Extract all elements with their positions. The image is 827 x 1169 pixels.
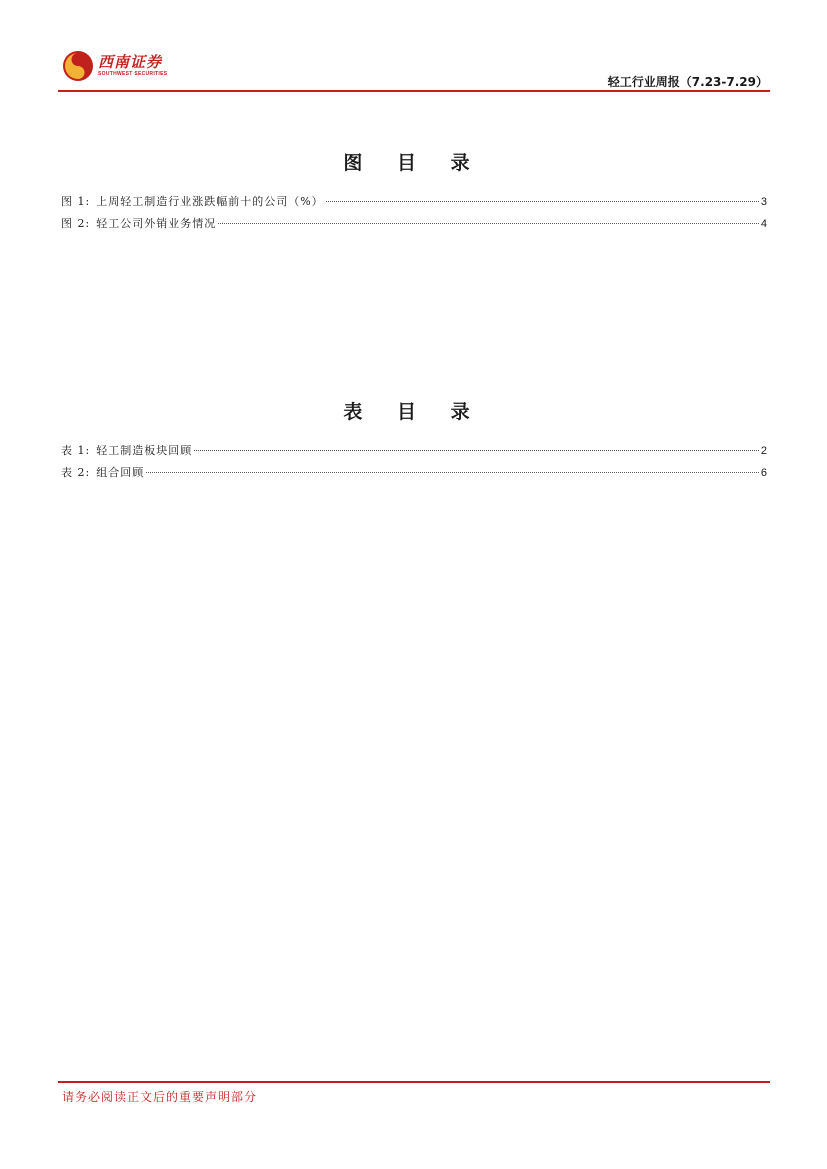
toc-entry-label: 图 1: (61, 195, 91, 208)
page-header (58, 48, 770, 92)
toc-entry-text: 轻工制造板块回顾 (96, 444, 193, 457)
toc-dot-leader (218, 223, 759, 224)
tables-toc-title: 表 目 录 (343, 401, 484, 423)
toc-entry-figure-1[interactable] (61, 193, 767, 215)
toc-entry-table-2[interactable] (61, 464, 767, 486)
footer-disclaimer: 请务必阅读正文后的重要声明部分 (62, 1090, 258, 1104)
toc-entry-label: 表 2: (61, 466, 91, 479)
toc-entry-page: 4 (760, 218, 767, 230)
toc-entry-label: 表 1: (61, 444, 91, 457)
toc-dot-leader (326, 201, 759, 202)
toc-entry-page: 2 (760, 445, 767, 457)
header-divider (58, 90, 770, 92)
logo-chinese-name: 西南证券 (98, 53, 163, 71)
company-logo (62, 48, 167, 84)
toc-entry-page: 3 (760, 196, 767, 208)
tables-toc-list (61, 442, 767, 486)
toc-dot-leader (146, 472, 759, 473)
toc-entry-label: 图 2: (61, 217, 91, 230)
toc-entry-table-1[interactable] (61, 442, 767, 464)
report-title: 轻工行业周报（7.23-7.29） (607, 75, 768, 89)
logo-english-name: SOUTHWEST SECURITIES (98, 71, 168, 77)
toc-entry-figure-2[interactable] (61, 215, 767, 237)
toc-entry-text: 轻工公司外销业务情况 (96, 217, 217, 230)
toc-entry-text: 组合回顾 (96, 466, 145, 479)
logo-emblem-icon (62, 50, 94, 82)
toc-dot-leader (194, 450, 759, 451)
toc-entry-page: 6 (760, 467, 767, 479)
figures-toc-title: 图 目 录 (343, 152, 484, 174)
footer-divider (58, 1081, 770, 1083)
toc-entry-text: 上周轻工制造行业涨跌幅前十的公司（%） (96, 195, 324, 208)
figures-toc-list (61, 193, 767, 237)
